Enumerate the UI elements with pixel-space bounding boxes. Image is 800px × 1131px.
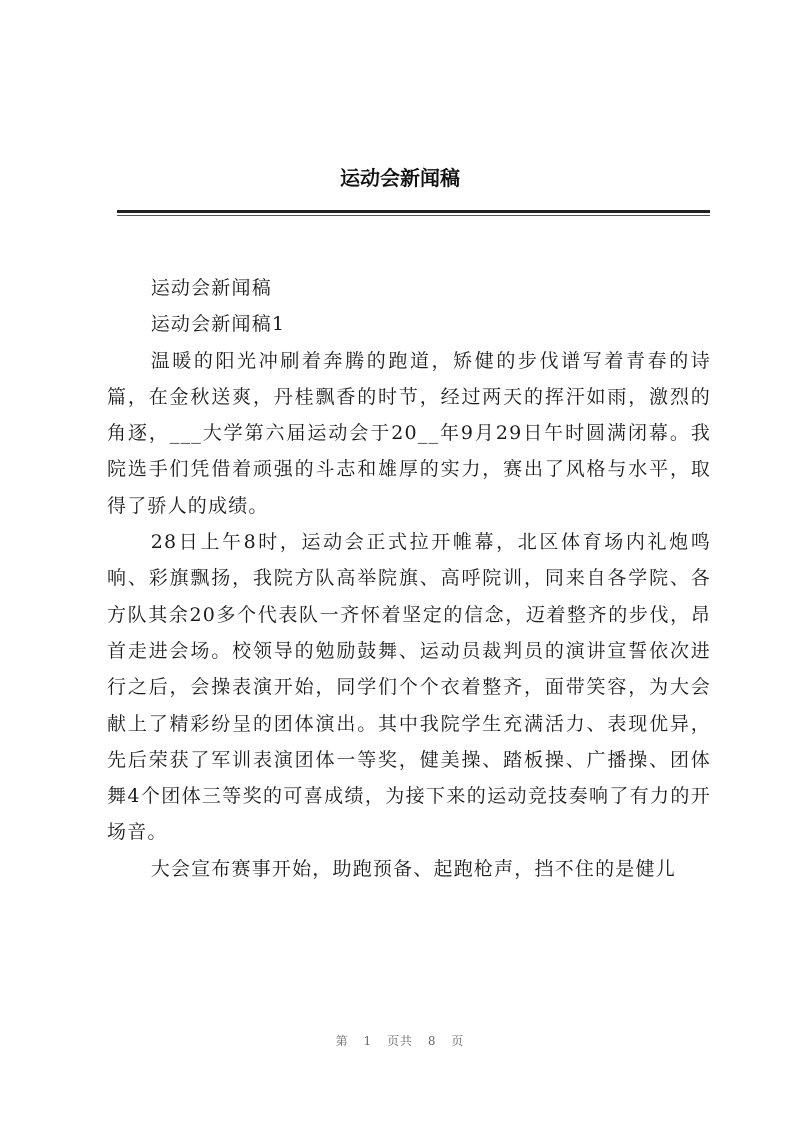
document-body <box>107 270 711 887</box>
title-divider-thin <box>117 215 710 216</box>
paragraph-subheading: 运动会新闻稿1 <box>150 313 286 336</box>
page-footer <box>0 1032 800 1049</box>
footer-middle: 页共 <box>386 1034 413 1048</box>
paragraph-competition-start: 大会宣布赛事开始，助跑预备、起跑枪声，挡不住的是健儿 <box>150 857 676 880</box>
footer-prefix: 第 <box>335 1034 349 1048</box>
footer-total-pages: 8 <box>427 1034 437 1048</box>
footer-current-page: 1 <box>363 1034 373 1048</box>
paragraph-intro: 温暖的阳光冲刷着奔腾的跑道，矫健的步伐谱写着青春的诗篇，在金秋送爽，丹桂飘香的时节，经过两天的挥汗如雨，激烈的角逐，___大学第六届运动会于20__年9月29日午时圆满闭幕。我院选手们凭借着顽强的斗志和雄厚的实力，赛出了风格与水平，取得了骄人的成绩。 <box>107 349 711 517</box>
footer-suffix: 页 <box>451 1034 465 1048</box>
paragraph-opening-ceremony: 28日上午8时，运动会正式拉开帷幕，北区体育场内礼炮鸣响、彩旗飘扬，我院方队高举院旗、高呼院训，同来自各学院、各方队其余20多个代表队一齐怀着坚定的信念，迈着整齐的步伐，昂首走进会场。校领导的勉励鼓舞、运动员裁判员的演讲宣誓依次进行之后，会操表演开始，同学们个个衣着整齐，面带笑容，为大会献上了精彩纷呈的团体演出。其中我院学生充满活力、表现优异，先后荣获了军训表演团体一等奖，健美操、踏板操、广播操、团体舞4个团体三等奖的可喜成绩，为接下来的运动竞技奏响了有力的开场音。 <box>107 531 711 844</box>
page-title: 运动会新闻稿 <box>340 166 460 190</box>
title-divider <box>117 210 710 213</box>
paragraph-heading: 运动会新闻稿 <box>150 277 272 299</box>
